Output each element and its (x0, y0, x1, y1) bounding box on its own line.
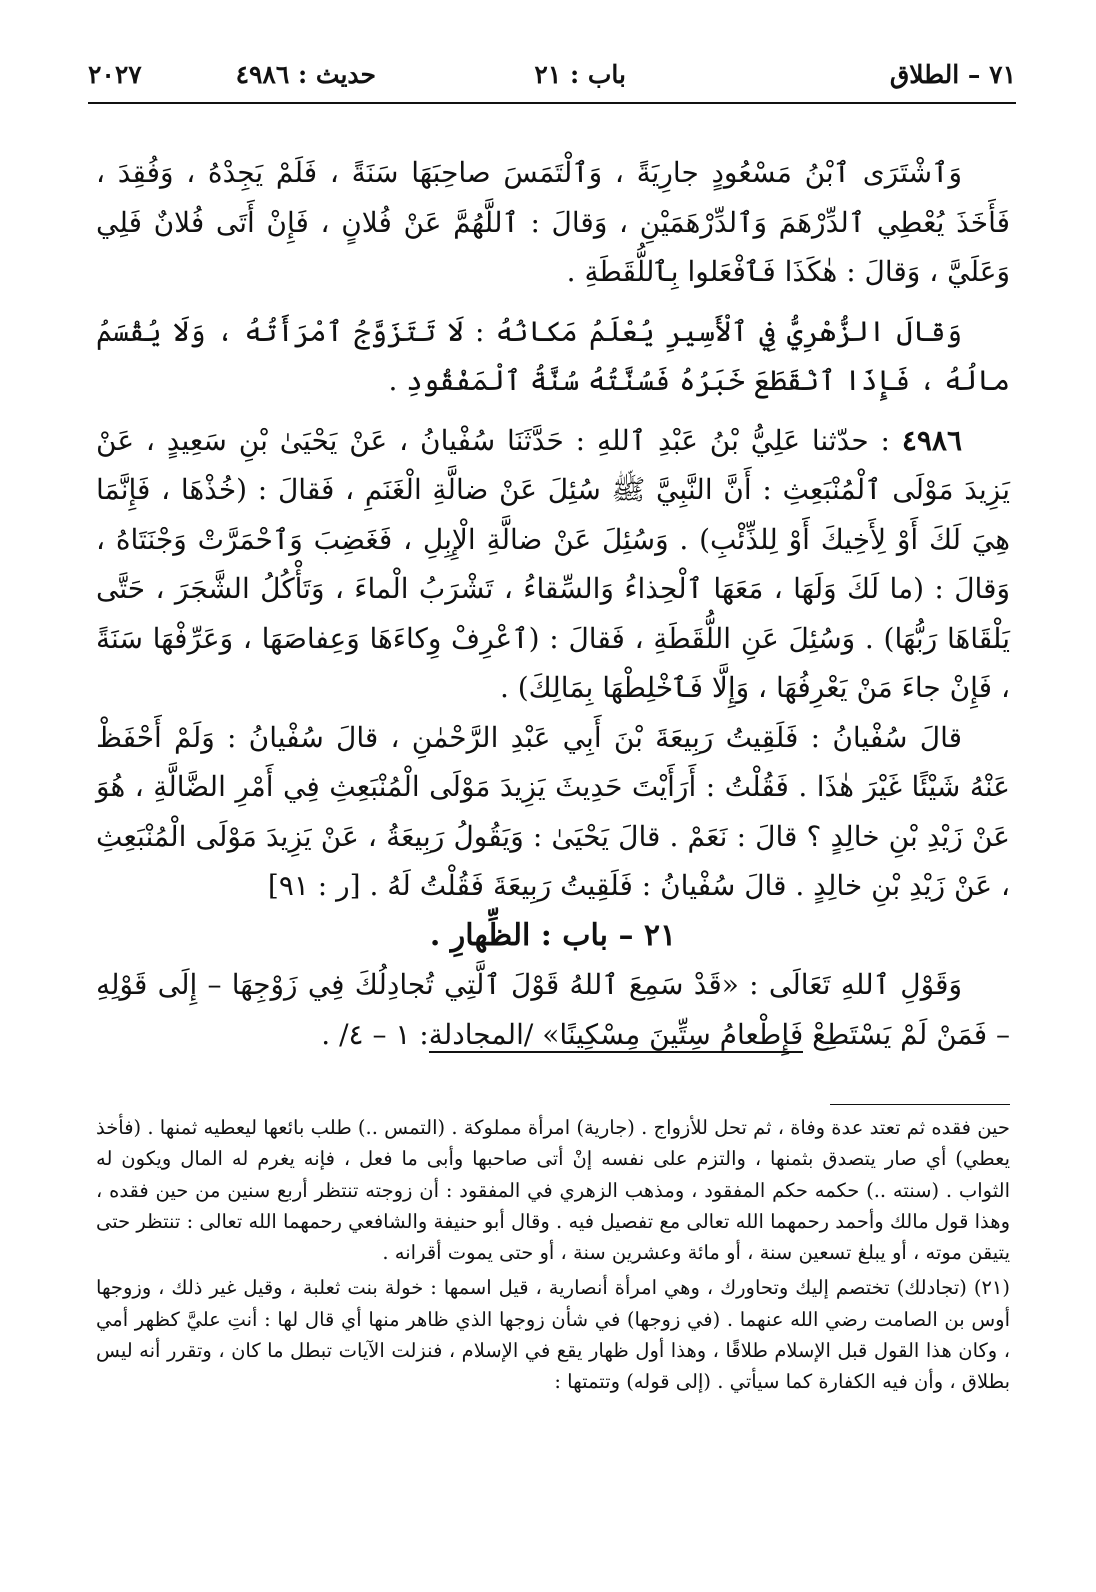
paragraph-ibn-masud: وَٱشْتَرَى ٱبْنُ مَسْعُودٍ جارِيَةً ، وَٱلْتَمَسَ صاحِبَهَا سَنَةً ، فَلَمْ يَجِدْهُ ، وَفُقِدَ ، فَأَخَذَ يُعْطِي ٱلدِّرْهَمَ وَٱلدِّرْهَمَيْنِ ، وَقالَ : ٱللَّهُمَّ عَنْ فُلانٍ ، فَإِنْ أَتَى فُلانٌ فَلِي وَعَلَيَّ ، وَقالَ : هٰكَذَا فَٱفْعَلوا بِٱللُّقَطَةِ . (96, 156, 1010, 288)
chapter-title: ٧١ – الطلاق (889, 60, 1016, 89)
header-divider (88, 102, 1016, 104)
page-number: ٢٠٢٧ (88, 60, 142, 89)
footnote-21: (٢١) (تجادلك) تختصم إليك وتحاورك ، وهي امرأة أنصارية ، قيل اسمها : خولة بنت ثعلبة ، وقيل غير ذلك ، وزوجها أوس بن الصامت رضي الله عنهما . (في زوجها) في شأن زوجها الذي ظاهر منها أي قال لها : أنتِ عليَّ كظهر أمي ، وكان هذا القول قبل الإسلام طلاقًا ، وهذا أول ظهار يقع في الإسلام ، فنزلت الآيات تبطل ما كان ، وتقرر أنه ليس بطلاق ، وأن فيه الكفارة كما سيأتي . (إلى قوله) وتتمتها : (96, 1276, 1010, 1394)
main-text (96, 148, 1010, 1059)
hadith-number-inline: ٤٩٨٦ (901, 423, 962, 457)
verse-paragraph (96, 960, 1010, 1059)
verse-underlined: فَإِطْعامُ سِتِّينَ مِسْكِينًا» /المجادلة (428, 1017, 804, 1051)
verse-intro: وَقَوْلِ ٱللهِ تَعَالَى : «قَدْ سَمِعَ ٱللهُ قَوْلَ ٱلَّتِي تُجادِلُكَ فِي زَوْجِهَا – إِلَى قَوْلِهِ – فَمَنْ لَمْ يَسْتَطِعْ (96, 968, 1010, 1051)
verse-reference: : ١ – ٤/ . (321, 1017, 429, 1051)
footnote-1: حين فقده ثم تعتد عدة وفاة ، ثم تحل للأزواج . (جارية) امرأة مملوكة . (التمس ..) طلب بائعها ليعطيه ثمنها . (فأخذ يعطي) أي صار يتصدق بثمنها ، والتزم على نفسه إنْ أتى صاحبها وأبى ما فعل ، فإنه يغرم له المال ويكون له الثواب . (سنته ..) حكمه حكم المفقود ، ومذهب الزهري في المفقود : أن زوجته تنتظر أربع سنين من حين فقده ، وهذا قول مالك وأحمد رحمهما الله تعالى مع تفصيل فيه . وقال أبو حنيفة والشافعي رحمهما الله تعالى : تنتظر حتى يتيقن موته ، أو يبلغ تسعين سنة ، أو مائة وعشرين سنة ، أو حتى يموت أقرانه . (96, 1116, 1010, 1265)
page-header (88, 52, 1016, 94)
section-title: ٢١ – باب : الظِّهارِ . (429, 917, 677, 953)
bab-number: باب : ٢١ (534, 60, 626, 89)
paragraph-zuhri: وَقالَ الزُّهْرِيُّ فِي ٱلْأَسِيرِ يُعْلَمُ مَكانُهُ : لَا تَتَزَوَّجُ ٱمْرَأَتُهُ ، وَلَا يُقْسَمُ مالُهُ ، فَإِذَا ٱنْقَطَعَ خَبَرُهُ فَسُنَّتُهُ سُنَّةُ ٱلْمَفْقُودِ . (96, 314, 1010, 397)
hadith-number: حديث : ٤٩٨٦ (235, 60, 376, 89)
paragraph-sufyan: قالَ سُفْيانُ : فَلَقِيتُ رَبِيعَةَ بْنَ أَبِي عَبْدِ الرَّحْمٰنِ ، قالَ سُفْيانُ : وَلَمْ أَحْفَظْ عَنْهُ شَيْئًا غَيْرَ هٰذَا . فَقُلْتُ : أَرَأَيْتَ حَدِيثَ يَزِيدَ مَوْلَى الْمُنْبَعِثِ فِي أَمْرِ الضَّالَّةِ ، هُوَ عَنْ زَيْدِ بْنِ خالِدٍ ؟ قالَ : نَعَمْ . قالَ يَحْيَىٰ : وَيَقُولُ رَبِيعَةُ ، عَنْ يَزِيدَ مَوْلَى الْمُنْبَعِثِ ، عَنْ زَيْدِ بْنِ خالِدٍ . قالَ سُفْيانُ : فَلَقِيتُ رَبِيعَةَ فَقُلْتُ لَهُ . [ر : ٩١] (96, 720, 1010, 902)
footnote-divider (830, 1104, 1010, 1105)
hadith-text: : حدّثنا عَلِيُّ بْنُ عَبْدِ ٱللهِ : حَدَّثَنَا سُفْيانُ ، عَنْ يَحْيَىٰ بْنِ سَعِيدٍ ، عَنْ يَزِيدَ مَوْلَى ٱلْمُنْبَعِثِ : أَنَّ النَّبِيَّ ﷺ سُئِلَ عَنْ ضالَّةِ الْغَنَمِ ، فَقالَ : (خُذْهَا ، فَإِنَّمَا هِيَ لَكَ أَوْ لِأَخِيكَ أَوْ لِلذِّئْبِ) . وَسُئِلَ عَنْ ضالَّةِ الْإِبِلِ ، فَغَضِبَ وَٱحْمَرَّتْ وَجْنَتَاهُ ، وَقالَ : (ما لَكَ وَلَهَا ، مَعَهَا ٱلْحِذاءُ وَالسِّقاءُ ، تَشْرَبُ الْماءَ ، وَتَأْكُلُ الشَّجَرَ ، حَتَّى يَلْقَاهَا رَبُّهَا) . وَسُئِلَ عَنِ اللُّقَطَةِ ، فَقالَ : (ٱعْرِفْ وِكاءَهَا وَعِفاصَهَا ، وَعَرِّفْهَا سَنَةً ، فَإِنْ جاءَ مَنْ يَعْرِفُهَا ، وَإِلَّا فَٱخْلِطْهَا بِمَالِكَ) . (96, 423, 1010, 704)
hadith-paragraph (96, 416, 1010, 713)
footnotes (96, 1112, 1010, 1398)
